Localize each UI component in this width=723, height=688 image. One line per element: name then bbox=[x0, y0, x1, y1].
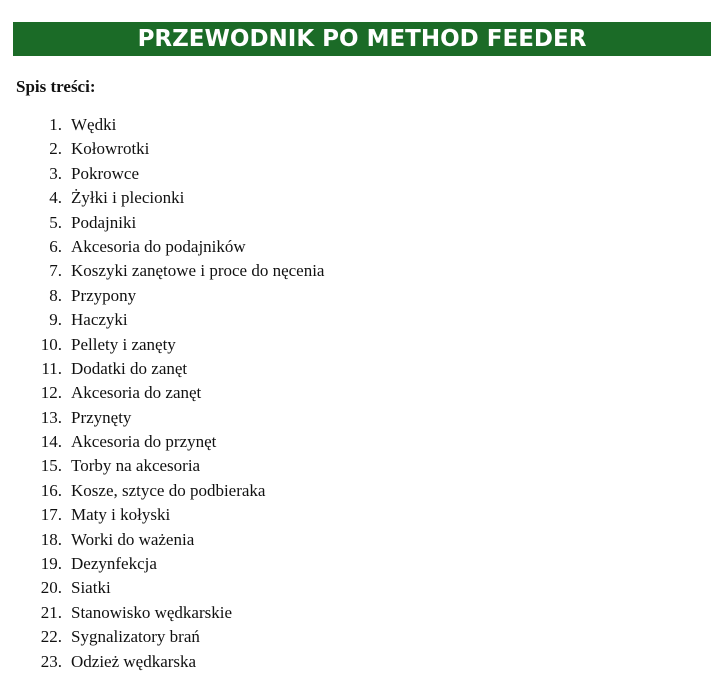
toc-item-label[interactable]: Koszyki zanętowe i proce do nęcenia bbox=[71, 261, 325, 281]
toc-item-label[interactable]: Dodatki do zanęt bbox=[71, 358, 188, 378]
toc-item-number: 15. bbox=[40, 456, 62, 476]
guide-title: PRZEWODNIK PO METHOD FEEDER bbox=[137, 25, 587, 52]
toc-item-label[interactable]: Podajniki bbox=[71, 212, 137, 232]
toc-item-number: 3. bbox=[49, 163, 62, 183]
toc-item-number: 8. bbox=[49, 285, 62, 305]
toc-item-number: 18. bbox=[40, 529, 62, 549]
guide-title-banner bbox=[13, 22, 711, 56]
toc-item-label[interactable]: Haczyki bbox=[71, 310, 128, 330]
toc-item-label[interactable]: Odzież wędkarska bbox=[71, 651, 197, 671]
toc-item-number: 17. bbox=[40, 505, 62, 525]
toc-item-number: 1. bbox=[49, 115, 62, 134]
toc-item-label[interactable]: Siatki bbox=[71, 578, 111, 598]
toc-item-label[interactable]: Worki do ważenia bbox=[71, 529, 195, 549]
toc-item-number: 20. bbox=[40, 578, 62, 598]
toc-item-label[interactable]: Sygnalizatory brań bbox=[71, 627, 200, 647]
toc-item-number: 6. bbox=[49, 236, 62, 256]
toc-item-label[interactable]: Stanowisko wędkarskie bbox=[71, 602, 233, 622]
toc-item-label[interactable]: Dezynfekcja bbox=[71, 554, 157, 574]
toc-item-label[interactable]: Pellety i zanęty bbox=[71, 334, 176, 354]
toc-item-number: 5. bbox=[49, 212, 62, 232]
toc-item-label[interactable]: Przynęty bbox=[71, 407, 132, 427]
toc-item-number: 21. bbox=[40, 602, 62, 622]
toc-item-number: 4. bbox=[49, 188, 62, 208]
toc-item-label[interactable]: Torby na akcesoria bbox=[71, 456, 201, 476]
toc-item-label[interactable]: Akcesoria do przynęt bbox=[71, 432, 217, 452]
toc-item-number: 2. bbox=[49, 139, 62, 159]
toc-item-number: 22. bbox=[40, 627, 62, 647]
toc-item-number: 10. bbox=[40, 334, 62, 354]
toc-item-label[interactable]: Akcesoria do zanęt bbox=[71, 383, 202, 403]
toc-item-label[interactable]: Kołowrotki bbox=[71, 139, 150, 159]
toc-item-number: 14. bbox=[40, 432, 62, 452]
toc-item-label[interactable]: Pokrowce bbox=[71, 163, 139, 183]
toc-item-number: 23. bbox=[40, 651, 62, 671]
toc-item-label[interactable]: Maty i kołyski bbox=[71, 505, 171, 525]
toc-item-number: 7. bbox=[49, 261, 62, 281]
toc-item-label[interactable]: Żyłki i plecionki bbox=[71, 188, 185, 208]
toc-item-number: 16. bbox=[40, 480, 62, 500]
toc-item-label[interactable]: Przypony bbox=[71, 285, 137, 305]
toc-item-label[interactable]: Wędki bbox=[71, 115, 117, 134]
toc-item-label[interactable]: Kosze, sztyce do podbieraka bbox=[71, 480, 266, 500]
toc-item-number: 9. bbox=[49, 310, 62, 330]
toc-item-number: 12. bbox=[40, 383, 62, 403]
toc-item-number: 19. bbox=[40, 554, 62, 574]
toc-item-number: 13. bbox=[40, 407, 62, 427]
toc-item-label[interactable]: Akcesoria do podajników bbox=[71, 236, 246, 256]
toc-item-number: 11. bbox=[41, 358, 62, 378]
toc-heading: Spis treści: bbox=[16, 77, 96, 96]
